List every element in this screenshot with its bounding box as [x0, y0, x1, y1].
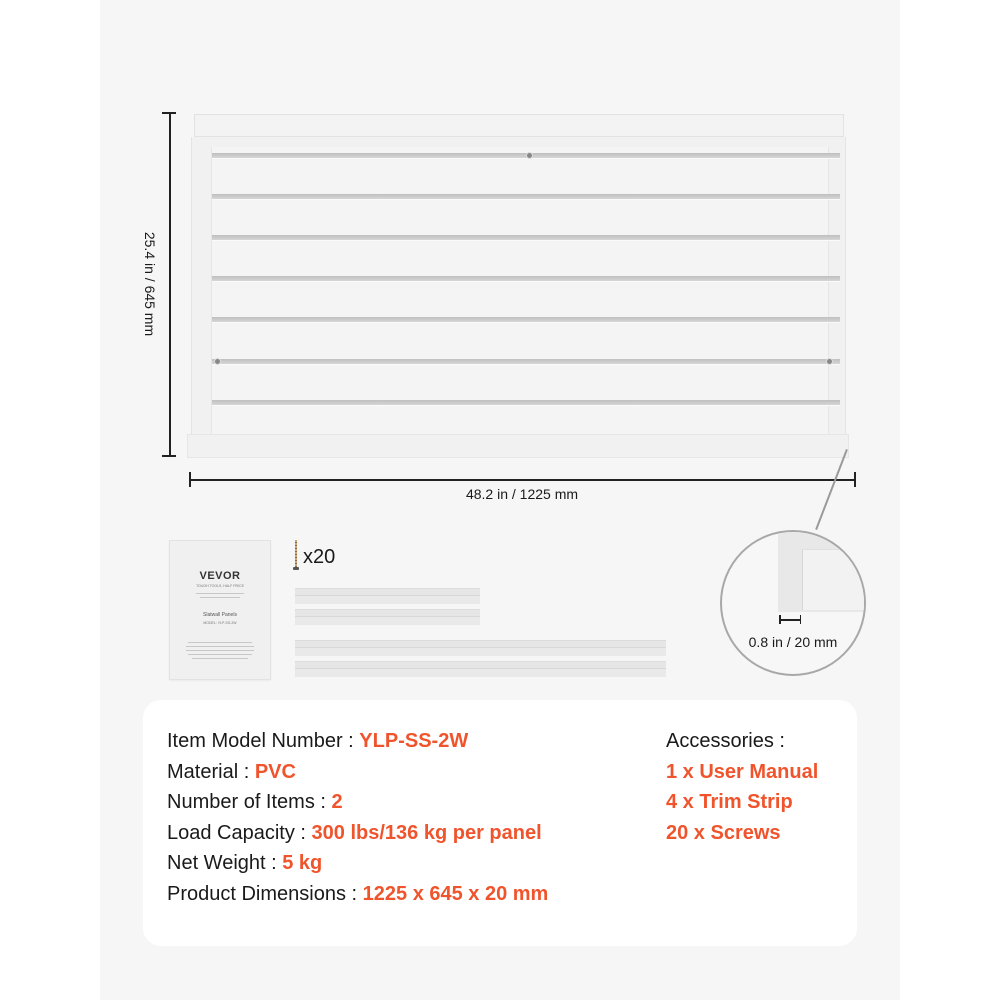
manual-brand-logo: VEVOR: [199, 570, 241, 582]
depth-dimension-marker: [779, 615, 801, 623]
panel-groove: [212, 359, 840, 365]
panel-groove: [212, 194, 840, 200]
slatwall-panel-image: [191, 112, 853, 460]
width-dimension-line: [189, 479, 855, 481]
spec-label: Material :: [167, 760, 255, 783]
panel-edge-detail: [802, 549, 866, 610]
user-manual-image: [169, 540, 271, 680]
manual-text-line: [200, 597, 240, 598]
trim-strip-long: [295, 640, 666, 655]
depth-dimension-text: 0.8 in / 20 mm: [748, 634, 838, 650]
spec-label: Net Weight :: [167, 852, 283, 874]
spec-row-material: [167, 757, 548, 788]
spec-value: 2: [331, 791, 343, 813]
width-dimension-cap-right: [854, 472, 856, 487]
spec-row-net-weight: [167, 848, 548, 879]
height-dimension-text: 25.4 in / 645 mm: [142, 231, 158, 337]
spec-value: 5 kg: [282, 852, 323, 874]
spec-label: Product Dimensions :: [167, 882, 363, 905]
manual-text-line: [186, 650, 254, 651]
spec-row-number-of-items: [167, 787, 548, 818]
panel-bottom-trim: [187, 434, 849, 458]
panel-groove: [212, 400, 840, 406]
manual-tagline: TOUGH TOOLS, HALF PRICE: [196, 584, 244, 588]
spec-value: 1225 x 645 x 20 mm: [362, 882, 549, 905]
panel-groove: [212, 276, 840, 282]
panel-screw-icon: [214, 358, 221, 365]
height-dimension-line: [169, 112, 171, 456]
manual-text-line: [188, 654, 252, 655]
panel-groove: [212, 317, 840, 323]
depth-detail-callout: [720, 530, 866, 676]
spec-value: PVC: [254, 760, 296, 783]
accessories-list: [666, 726, 818, 848]
spec-row-load-capacity: [167, 818, 548, 849]
panel-screw-icon: [526, 152, 533, 159]
spec-value: 300 lbs/136 kg per panel: [311, 821, 542, 844]
specifications-card: [143, 700, 857, 946]
screw-quantity-label: x20: [303, 546, 336, 568]
panel-groove: [212, 235, 840, 241]
spec-value: YLP-SS-2W: [359, 730, 469, 752]
spec-row-product-dimensions: [167, 879, 548, 910]
manual-text-line: [196, 593, 244, 594]
accessory-item: 4 x Trim Strip: [666, 791, 793, 813]
spec-list: [167, 726, 548, 909]
accessories-heading: Accessories :: [666, 730, 785, 752]
manual-model: MODEL: YLP-SS-2W: [203, 621, 237, 625]
panel-screw-icon: [826, 358, 833, 365]
panel-body: [191, 137, 846, 447]
trim-strip-long: [295, 661, 666, 676]
panel-top-trim: [194, 114, 844, 137]
manual-title: Slatwall Panels: [203, 612, 237, 618]
accessory-item: 20 x Screws: [666, 821, 781, 844]
spec-row-model-number: [167, 726, 548, 757]
manual-text-line: [186, 646, 254, 647]
spec-label: Load Capacity :: [167, 821, 312, 844]
screw-icon: [294, 540, 298, 572]
manual-text-line: [192, 658, 248, 659]
trim-strip-short: [295, 588, 480, 603]
height-dimension-cap-bottom: [162, 455, 176, 457]
manual-text-line: [188, 642, 252, 643]
spec-label: Item Model Number :: [167, 730, 360, 752]
spec-label: Number of Items :: [167, 791, 332, 813]
trim-strip-short: [295, 609, 480, 624]
panel-inner: [211, 147, 829, 443]
accessory-item: 1 x User Manual: [666, 760, 819, 783]
width-dimension-text: 48.2 in / 1225 mm: [465, 486, 579, 502]
